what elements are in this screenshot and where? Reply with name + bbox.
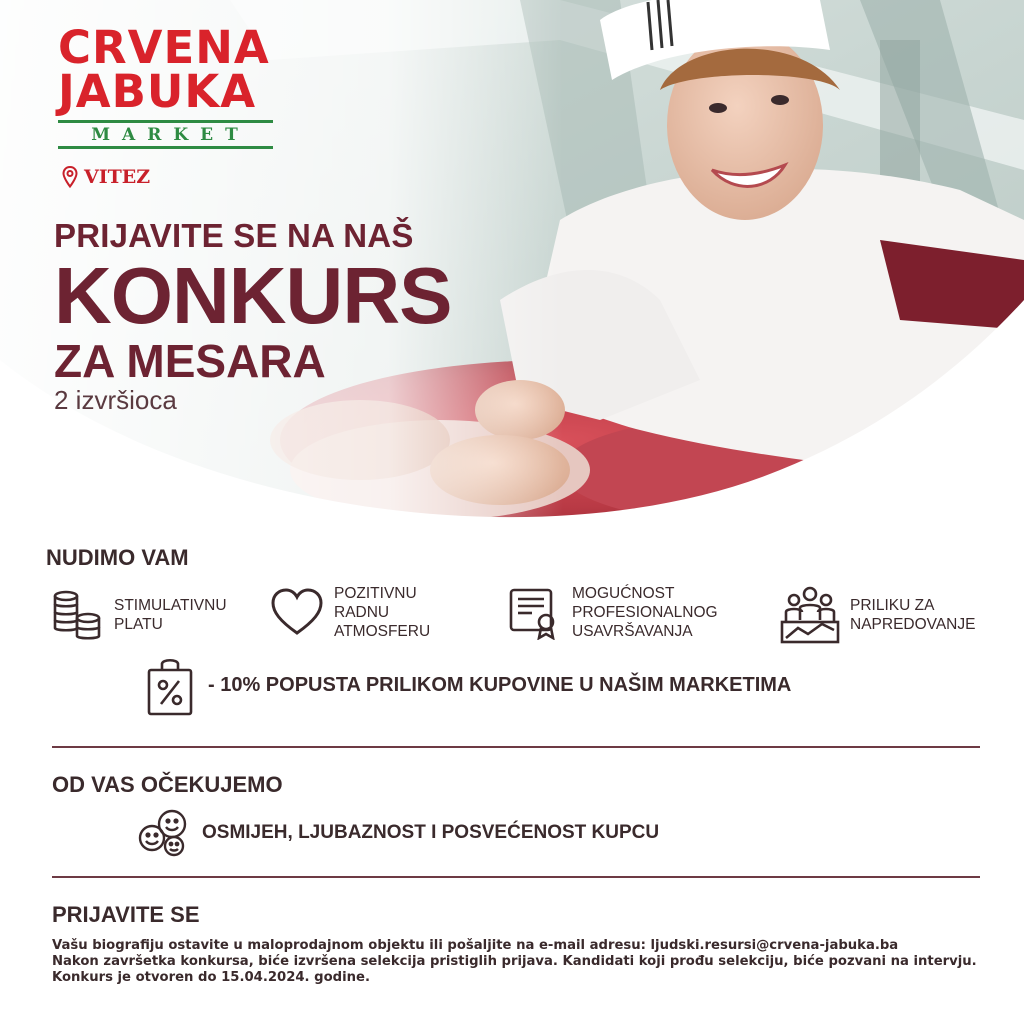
certificate-icon — [508, 586, 562, 640]
expect-item — [136, 808, 659, 858]
apply-line-1: Vašu biografiju ostavite u maloprodajnom objektu ili pošaljite na e-mail adresu: ljudski.resursi@crvena-jabuka.ba — [52, 938, 899, 953]
offer-title: NUDIMO VAM — [46, 545, 189, 570]
shopping-bag-percent-icon — [146, 654, 194, 716]
headline — [54, 218, 451, 416]
headline-line2: KONKURS — [54, 251, 452, 340]
benefit-salary-label: STIMULATIVNU PLATU — [114, 597, 227, 633]
apply-text — [52, 938, 982, 986]
smiley-faces-icon — [136, 808, 192, 858]
heart-icon — [270, 586, 324, 640]
headline-line4: 2 izvršioca — [54, 385, 177, 415]
location — [62, 166, 150, 188]
benefit-advancement — [780, 586, 975, 644]
map-pin-icon — [62, 166, 78, 188]
benefit-training-label: MOGUĆNOST PROFESIONALNOG USAVRŠAVANJA — [572, 585, 718, 640]
growth-people-icon — [780, 586, 840, 644]
divider-1 — [52, 746, 980, 748]
benefit-discount-label: - 10% POPUSTA PRILIKOM KUPOVINE U NAŠIM MARKETIMA — [208, 673, 792, 696]
location-label: VITEZ — [84, 166, 151, 188]
benefit-atmosphere — [270, 584, 430, 641]
benefit-advancement-label: PRILIKU ZA NAPREDOVANJE — [850, 597, 976, 633]
apply-title: PRIJAVITE SE — [52, 902, 200, 927]
apply-line-3: Konkurs je otvoren do 15.04.2024. godine. — [52, 970, 370, 985]
expect-label: OSMIJEH, LJUBAZNOST I POSVEĆENOST KUPCU — [202, 822, 660, 843]
coins-icon — [50, 588, 104, 642]
benefit-discount — [146, 654, 791, 716]
divider-2 — [52, 876, 980, 878]
benefit-training — [508, 584, 718, 641]
brand-line2: JABUKA — [58, 65, 257, 118]
brand-line3: MARKET — [58, 120, 273, 149]
expect-title: OD VAS OČEKUJEMO — [52, 772, 283, 797]
brand-line1: CRVENA — [58, 21, 270, 74]
benefit-atmosphere-label: POZITIVNU RADNU ATMOSFERU — [334, 585, 431, 640]
headline-line1: PRIJAVITE SE NA NAŠ — [54, 217, 414, 254]
brand-logo — [58, 21, 273, 149]
benefit-salary — [50, 588, 227, 642]
headline-line3: ZA MESARA — [54, 335, 326, 387]
apply-line-2: Nakon završetka konkursa, biće izvršena selekcija pristiglih prijava. Kandidati koji prođu selekciju, biće pozvani na intervju. — [52, 954, 977, 969]
